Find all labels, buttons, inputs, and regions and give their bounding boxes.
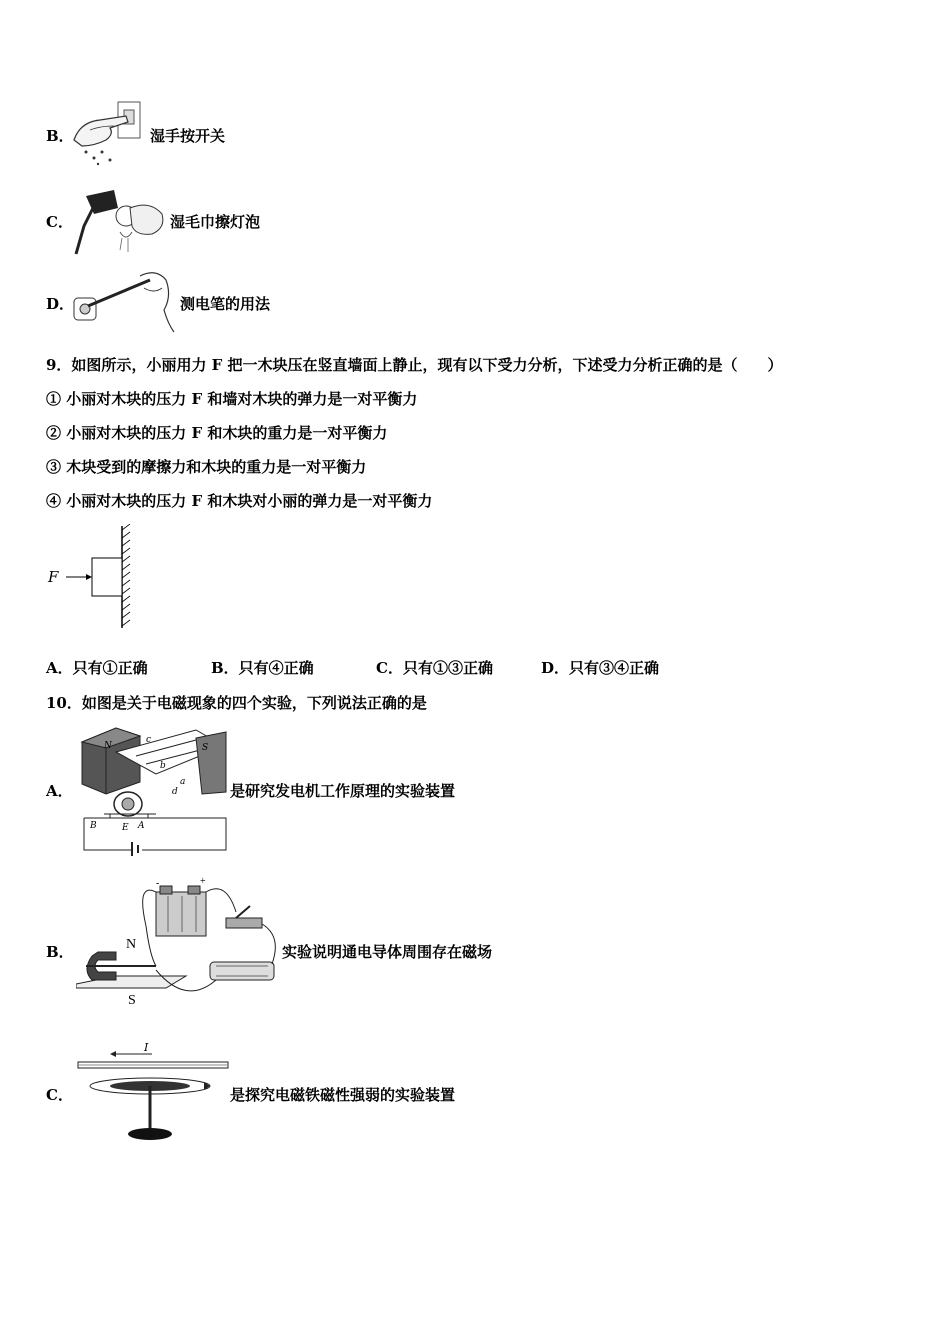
q10-stem: 10．如图是关于电磁现象的四个实验，下列说法正确的是: [46, 694, 427, 712]
q8-option-b: [46, 100, 225, 170]
force-label: F: [48, 568, 59, 586]
fig-letter: +: [200, 876, 206, 887]
q8-option-c: [46, 186, 260, 256]
fig-letter: B: [90, 821, 97, 831]
q10-option-a: [46, 722, 455, 858]
option-text: 是探究电磁铁磁性强弱的实验装置: [230, 1085, 456, 1104]
fig-letter: a: [180, 777, 186, 787]
generator-apparatus-figure: [76, 722, 230, 858]
fig-letter: S: [202, 743, 209, 753]
wet-towel-bulb-figure: [70, 186, 170, 256]
q9-statement: ③ 木块受到的摩擦力和木块的重力是一对平衡力: [46, 458, 367, 476]
fig-letter: I: [144, 1042, 149, 1054]
option-text: 实验说明通电导体周围存在磁场: [282, 942, 493, 961]
q10-option-c: [46, 1042, 455, 1146]
option-text: 湿手按开关: [150, 126, 226, 145]
option-text: 湿毛巾擦灯泡: [170, 212, 261, 231]
option-label: A．: [46, 781, 73, 800]
choice-c: C．只有①③正确: [376, 659, 493, 677]
fig-letter: c: [146, 735, 152, 745]
fig-letter: E: [122, 823, 129, 833]
q10-option-b: [46, 876, 492, 1026]
q8-option-d: [46, 270, 270, 336]
q9-figure: [44, 524, 144, 636]
wet-hand-switch-figure: [70, 100, 150, 170]
choice-b: B．只有④正确: [211, 659, 314, 677]
q9-statement: ① 小丽对木块的压力 F 和墙对木块的弹力是一对平衡力: [46, 390, 418, 408]
option-label: C．: [46, 1085, 73, 1104]
fig-letter: -: [156, 878, 160, 889]
option-label: B．: [46, 126, 74, 145]
fig-letter: N: [104, 741, 112, 751]
fig-letter: S: [128, 993, 136, 1008]
q9-choices: [46, 657, 659, 678]
option-text: 测电笔的用法: [180, 294, 271, 313]
option-label: B．: [46, 942, 74, 961]
q9-stem: 9．如图所示，小丽用力 F 把一木块压在竖直墙面上静止，现有以下受力分析，下述受力分析正确的是（ ）: [46, 356, 783, 374]
fig-letter: N: [126, 937, 137, 952]
option-label: C．: [46, 212, 73, 231]
option-label: D．: [46, 294, 75, 313]
q9-statement: ④ 小丽对木块的压力 F 和木块对小丽的弹力是一对平衡力: [46, 492, 433, 510]
fig-letter: d: [172, 787, 178, 797]
fig-letter: b: [160, 761, 166, 771]
compass-wire-figure: [76, 1042, 230, 1146]
choice-a: A．只有①正确: [46, 659, 148, 677]
fig-letter: A: [138, 821, 145, 831]
choice-d: D．只有③④正确: [541, 659, 660, 677]
option-text: 是研究发电机工作原理的实验装置: [230, 781, 456, 800]
test-pen-figure: [70, 270, 180, 336]
oersted-apparatus-figure: [76, 876, 282, 1026]
q9-statement: ② 小丽对木块的压力 F 和木块的重力是一对平衡力: [46, 424, 388, 442]
